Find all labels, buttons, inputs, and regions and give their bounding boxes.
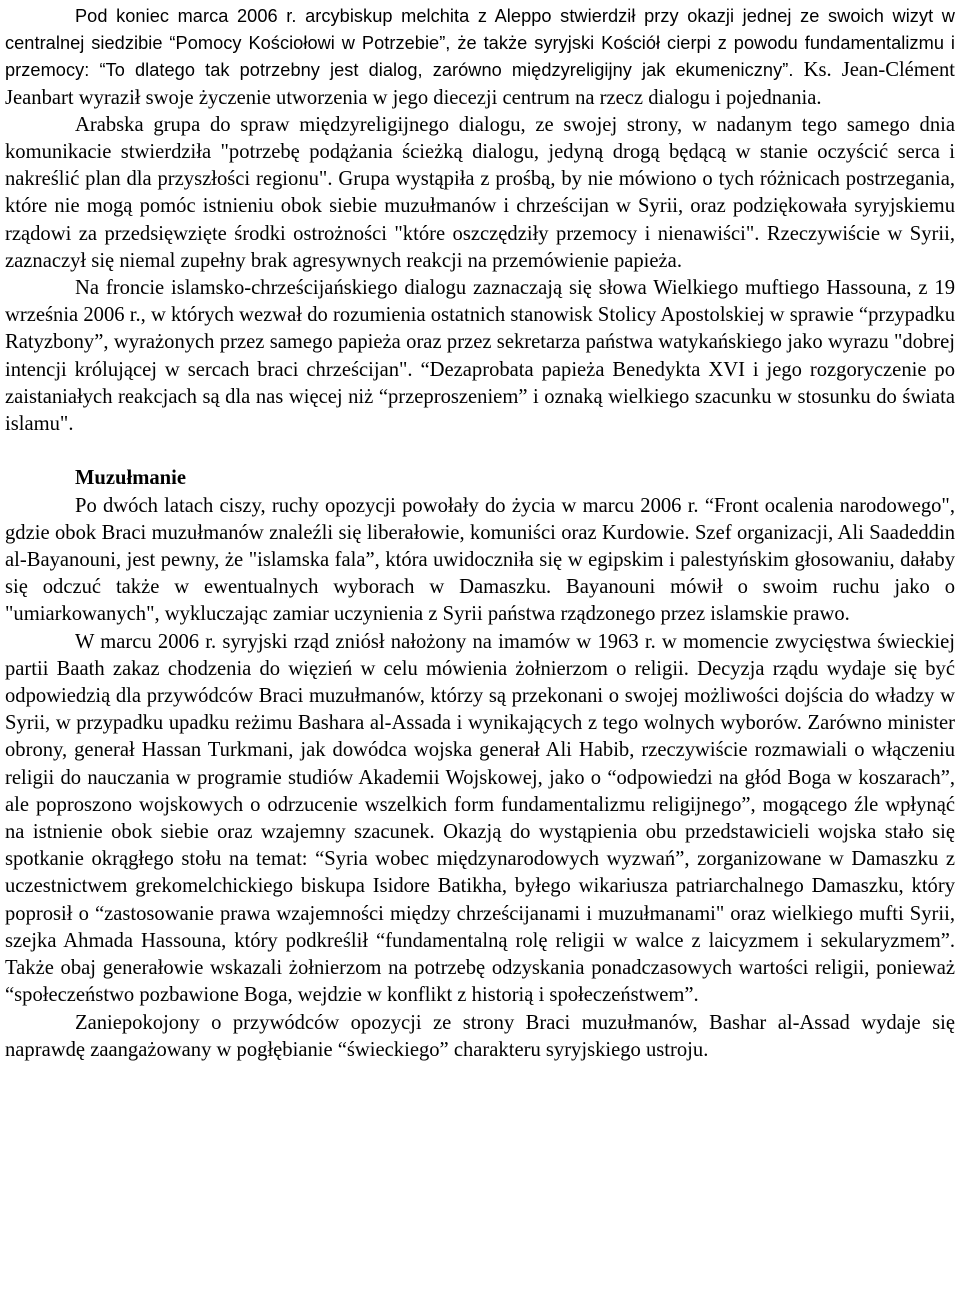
paragraph-1 <box>5 3 955 112</box>
paragraph-6: Zaniepokojony o przywódców opozycji ze strony Braci muzułmanów, Bashar al-Assad wydaje się naprawdę zaangażowany w pogłębianie “świeckiego” charakteru syryjskiego ustroju. <box>5 1011 955 1061</box>
paragraph-1-sans-text: Pod koniec marca 2006 r. arcybiskup melchita z Aleppo stwierdził przy okazji jednej ze swoich wizyt w centralnej siedzibie “Pomocy Kościołowi w Potrzebie”, że także syryjski Kościół cierpi z powodu fundamentalizmu i przemocy: “To dlatego tak potrzebny jest dialog, zarówno międzyreligijny jak ekumeniczny”. <box>5 6 955 81</box>
section-heading: Muzułmanie <box>75 467 186 490</box>
paragraph-4: Po dwóch latach ciszy, ruchy opozycji powołały do życia w marcu 2006 r. “Front ocalenia narodowego", gdzie obok Braci muzułmanów znaleźli się liberałowie, komuniści oraz Kurdowie. Szef organizacji, Ali Saadeddin al-Bayanouni, jest pewny, że "islamska fala”, która uwidoczniła się w egipskim i palestyńskim głosowaniu, dałaby się odczuć także w ewentualnych wyborach w Damaszku. Bayanouni mówił o swoim ruchu jako o "umiarkowanych", wykluczając zamiar uczynienia z Syrii państwa rządzonego przez islamskie prawo. <box>5 494 955 626</box>
document-page <box>5 3 955 1064</box>
paragraph-1-serif-text: Ks. Jean-Clément Jeanbart wyraził swoje życzenie utworzenia w jego diecezji centrum na rzecz dialogu i pojednania. <box>5 59 955 109</box>
paragraph-2: Arabska grupa do spraw międzyreligijnego dialogu, ze swojej strony, w nadanym tego samego dnia komunikacie stwierdziła "potrzebę podążania ścieżką dialogu, jedyną drogą będącą w stanie oczyścić serca i nakreślić plan dla przyszłości regionu". Grupa wystąpiła z prośbą, by nie mówiono o tych różnicach postrzegania, które nie mogą pomóc istnieniu obok siebie muzułmanów i chrześcijan w Syrii, oraz podziękowała syryjskiemu rządowi za przedsięwzięte środki ostrożności "które oszczędziły przemocy i nienawiści". Rzeczywiście w Syrii, zaznaczył się niemal zupełny brak agresywnych reakcji na przemówienie papieża. <box>5 113 955 272</box>
paragraph-3: Na froncie islamsko-chrześcijańskiego dialogu zaznaczają się słowa Wielkiego muftiego Hassouna, z 19 września 2006 r., w których wezwał do rozumienia ostatnich stanowisk Stolicy Apostolskiej w sprawie “przypadku Ratyzbony”, wyrażonych przez samego papieża oraz przez sekretarza państwa watykańskiego jako wyrazu "dobrej intencji królującej w sercach braci chrześcijan". “Dezaprobata papieża Benedykta XVI i jego rozgoryczenie po zaistaniałych reakcjach są dla nas więcej niż “przeproszeniem” i oznaką wielkiego szacunku w stosunku do świata islamu". <box>5 277 955 436</box>
blank-line <box>5 438 955 465</box>
paragraph-5: W marcu 2006 r. syryjski rząd zniósł nałożony na imamów w 1963 r. w momencie zwycięstwa świeckiej partii Baath zakaz chodzenia do więzień w celu mówienia żołnierzom o religii. Decyzja rządu wydaje się być odpowiedzią dla przywódców Braci muzułmanów, którzy są przekonani o swojej możliwości dojścia do władzy w Syrii, w przypadku upadku reżimu Bashara al-Assada i wynikających z tego wolnych wyborów. Zarówno minister obrony, generał Hassan Turkmani, jak dowódca wojska generał Ali Habib, rzeczywiście rozmawiali o włączeniu religii do nauczania w programie studiów Akademii Wojskowej, jako o “odpowiedzi na głód Boga w koszarach”, ale poproszono wojskowych o odrzucenie wszelkich form fundamentalizmu religijnego”, mogącego źle wpłynąć na istnienie obok siebie oraz wzajemny szacunek. Okazją do wystąpienia obu przedstawicieli wojska stało się spotkanie okrągłego stołu na temat: “Syria wobec międzynarodowych wyzwań”, zorganizowane w Damaszku z uczestnictwem grekomelchickiego biskupa Isidore Batikha, byłego wikariusza patriarchalnego Damaszku, który poprosił o “zastosowanie prawa wzajemności między chrześcijanami i muzułmanami" oraz wielkiego mufti Syrii, szejka Ahmada Hassouna, który podkreślił “fundamentalną rolę religii w walce z laicyzmem i sekularyzmem”. Także obaj generałowie wskazali żołnierzom na potrzebę odzyskania ponadczasowych wartości religii, ponieważ “społeczeństwo pozbawione Boga, wejdzie w konflikt z historią i społeczeństwem”. <box>5 630 955 1007</box>
